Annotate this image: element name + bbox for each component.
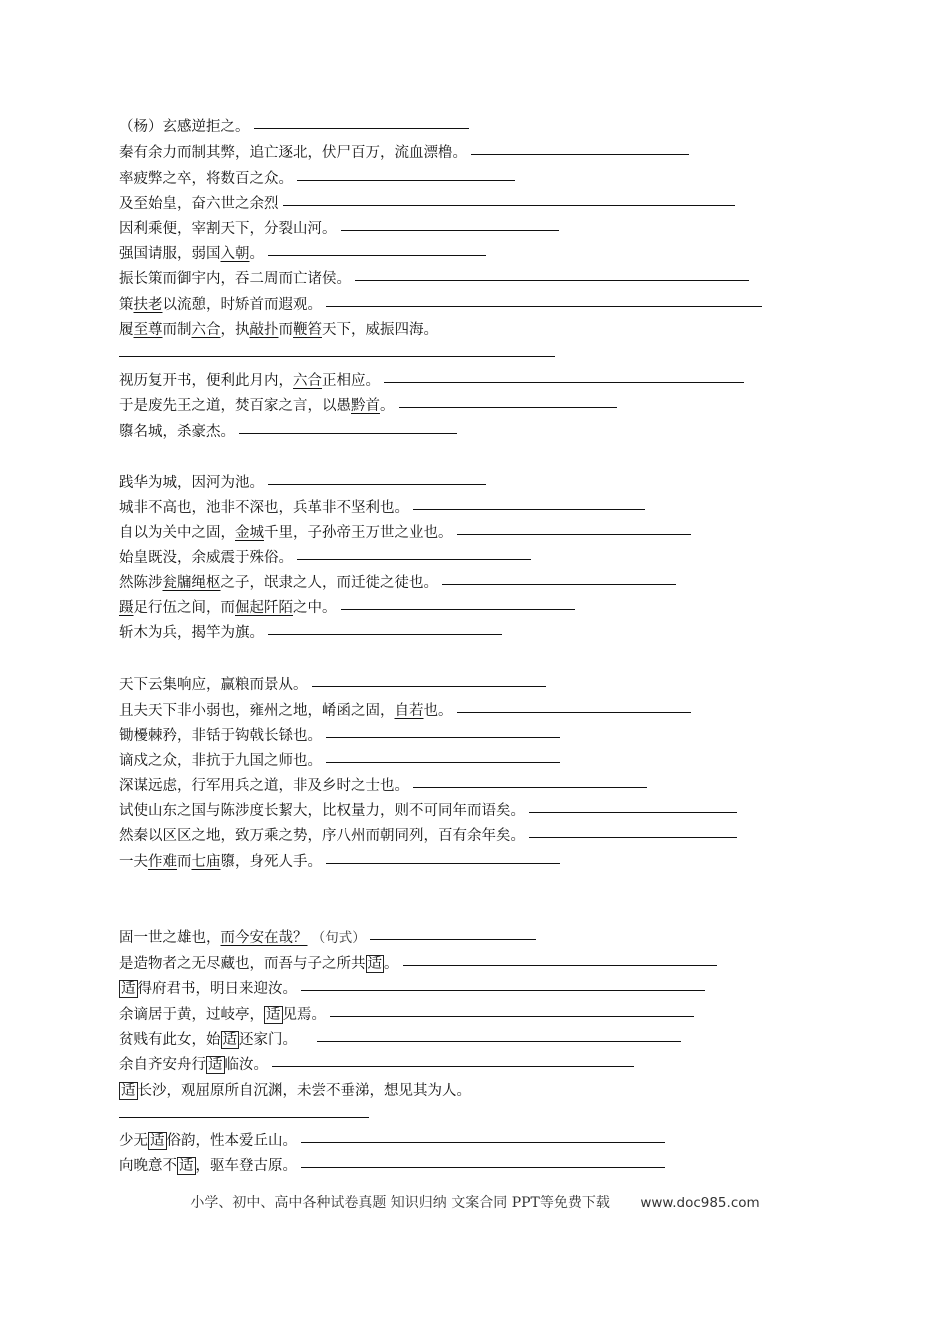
sentence-text: 固一世之雄也， bbox=[119, 930, 221, 946]
exercise-line bbox=[119, 752, 930, 770]
answer-blank[interactable] bbox=[268, 254, 486, 256]
answer-blank[interactable] bbox=[326, 305, 762, 307]
underlined-term: 六合 bbox=[293, 373, 322, 389]
answer-blank[interactable] bbox=[326, 862, 560, 864]
exercise-line bbox=[119, 397, 930, 415]
sentence-text: 还家门。 bbox=[239, 1032, 297, 1048]
exercise-line bbox=[119, 321, 930, 339]
answer-blank[interactable] bbox=[471, 153, 689, 155]
sentence-text: 履 bbox=[119, 322, 134, 338]
exercise-line bbox=[119, 1031, 930, 1049]
sentence-text: 正相应。 bbox=[322, 373, 380, 389]
exercise-line bbox=[119, 220, 930, 238]
sentence-text: 振长策而御宇内，吞二周而亡诸侯。 bbox=[119, 271, 351, 287]
sentence-text: 是造物者之无尽藏也，而吾与子之所共 bbox=[119, 956, 366, 972]
underlined-term: 阡陌 bbox=[264, 600, 293, 616]
sentence-text: 然陈涉 bbox=[119, 575, 163, 591]
answer-blank[interactable] bbox=[119, 355, 555, 357]
answer-blank[interactable] bbox=[384, 381, 744, 383]
exercise-line bbox=[119, 195, 930, 213]
sentence-text: 天下云集响应，赢粮而景从。 bbox=[119, 677, 308, 693]
answer-blank[interactable] bbox=[355, 279, 749, 281]
sentence-text: 贫贱有此女，始 bbox=[119, 1032, 221, 1048]
underlined-term: 至尊 bbox=[133, 322, 163, 338]
underlined-term: 扶老 bbox=[133, 297, 163, 313]
sentence-text: 也。 bbox=[423, 703, 453, 719]
sentence-text: 以流憩，时矫首而遐观。 bbox=[162, 297, 322, 313]
sentence-text: 长沙，观屈原所自沉渊，未尝不垂涕，想见其为人。 bbox=[137, 1083, 471, 1099]
answer-blank[interactable] bbox=[268, 483, 486, 485]
sentence-text: 斩木为兵，揭竿为旗。 bbox=[119, 625, 264, 641]
sentence-text: 足行伍之间，而 bbox=[133, 600, 235, 616]
exercise-line bbox=[119, 624, 930, 642]
answer-blank[interactable] bbox=[312, 685, 546, 687]
answer-blank[interactable] bbox=[301, 1166, 665, 1168]
exercise-line bbox=[119, 524, 930, 542]
sentence-text: 秦有余力而制其弊，追亡逐北，伏尸百万，流血漂橹。 bbox=[119, 145, 467, 161]
sentence-text: 之子，氓隶之人，而迁徙之徒也。 bbox=[220, 575, 438, 591]
sentence-text: 谪戍之众，非抗于九国之师也。 bbox=[119, 753, 322, 769]
exercise-line bbox=[119, 549, 930, 567]
sentence-text: 因利乘便，宰割天下，分裂山河。 bbox=[119, 221, 337, 237]
footer-text: 小学、初中、高中各种试卷真题 知识归纳 文案合同 PPT等免费下载 bbox=[190, 1195, 610, 1211]
exercise-line bbox=[119, 144, 930, 162]
sentence-text: 。 bbox=[380, 398, 395, 414]
sentence-text: 俗韵，性本爱丘山。 bbox=[166, 1133, 297, 1149]
answer-blank[interactable] bbox=[442, 583, 676, 585]
answer-blank[interactable] bbox=[297, 558, 531, 560]
underlined-term: 作难 bbox=[148, 854, 177, 870]
sentence-text: 始皇既没，余威震于殊俗。 bbox=[119, 550, 293, 566]
exercise-line bbox=[119, 676, 930, 694]
answer-blank[interactable] bbox=[529, 811, 737, 813]
answer-blank[interactable] bbox=[529, 836, 737, 838]
underlined-term: 六合 bbox=[191, 322, 221, 338]
exercise-line bbox=[119, 1006, 930, 1024]
sentence-text: 临汝。 bbox=[224, 1057, 268, 1073]
answer-blank[interactable] bbox=[413, 786, 647, 788]
sentence-text: 策 bbox=[119, 297, 134, 313]
underlined-term: 黔首 bbox=[351, 398, 380, 414]
answer-blank[interactable] bbox=[283, 204, 735, 206]
exercise-line bbox=[119, 777, 930, 795]
sentence-text: 余谪居于黄，过岐亭， bbox=[119, 1007, 264, 1023]
answer-blank[interactable] bbox=[317, 1040, 681, 1042]
answer-blank[interactable] bbox=[239, 432, 457, 434]
exercise-line bbox=[119, 372, 930, 390]
boxed-keyword: 适 bbox=[208, 1057, 223, 1073]
boxed-keyword: 适 bbox=[121, 981, 136, 997]
answer-blank[interactable] bbox=[413, 508, 645, 510]
answer-blank[interactable] bbox=[370, 938, 536, 940]
exercise-line bbox=[119, 1082, 930, 1100]
sentence-text: 向晚意不 bbox=[119, 1158, 177, 1174]
answer-blank[interactable] bbox=[326, 761, 560, 763]
sentence-text: 得府君书，明日来迎汝。 bbox=[137, 981, 297, 997]
answer-blank[interactable] bbox=[403, 964, 717, 966]
underlined-term: 入朝 bbox=[220, 246, 250, 262]
sentence-text: ，执 bbox=[220, 322, 250, 338]
sentence-text: 隳名城，杀豪杰。 bbox=[119, 424, 235, 440]
answer-blank[interactable] bbox=[301, 989, 705, 991]
sentence-text: 隳，身死人手。 bbox=[220, 854, 322, 870]
answer-blank[interactable] bbox=[272, 1065, 634, 1067]
boxed-keyword: 适 bbox=[266, 1007, 281, 1023]
sentence-text: 视历复开书，便利此月内， bbox=[119, 373, 293, 389]
sentence-text: 而 bbox=[177, 854, 192, 870]
exercise-line bbox=[119, 727, 930, 745]
exercise-line bbox=[119, 802, 930, 820]
exercise-line bbox=[119, 170, 930, 188]
answer-blank[interactable] bbox=[457, 711, 691, 713]
exercise-line bbox=[119, 827, 930, 845]
sentence-text: 试使山东之国与陈涉度长絜大，比权量力，则不可同年而语矣。 bbox=[119, 803, 525, 819]
answer-blank[interactable] bbox=[399, 406, 617, 408]
boxed-keyword: 适 bbox=[121, 1083, 136, 1099]
sentence-text: 城非不高也，池非不深也，兵革非不坚利也。 bbox=[119, 500, 409, 516]
underlined-term: 金城 bbox=[235, 525, 264, 541]
exercise-line bbox=[119, 980, 930, 998]
exercise-line bbox=[119, 853, 930, 871]
sentence-text: 而制 bbox=[162, 322, 192, 338]
answer-blank[interactable] bbox=[326, 736, 560, 738]
exercise-line bbox=[119, 1056, 930, 1074]
boxed-keyword: 适 bbox=[150, 1133, 165, 1149]
answer-blank[interactable] bbox=[301, 1141, 665, 1143]
sentence-text: 深谋远虑，行军用兵之道，非及乡时之士也。 bbox=[119, 778, 409, 794]
sentence-text: 及至始皇，奋六世之余烈 bbox=[119, 196, 279, 212]
exercise-line bbox=[119, 599, 930, 617]
sentence-text: 率疲弊之卒，将数百之众。 bbox=[119, 171, 293, 187]
sentence-text: ，驱车登古原。 bbox=[195, 1158, 297, 1174]
answer-blank[interactable] bbox=[457, 533, 691, 535]
underlined-term: 鞭笞 bbox=[293, 322, 322, 338]
sentence-text: 千里，子孙帝王万世之业也。 bbox=[264, 525, 453, 541]
exercise-line bbox=[119, 346, 930, 364]
answer-blank[interactable] bbox=[341, 229, 559, 231]
exercise-line bbox=[119, 929, 930, 947]
sentence-text: （句式） bbox=[307, 930, 366, 946]
sentence-text: 于是废先王之道，焚百家之言，以愚 bbox=[119, 398, 351, 414]
underlined-term: 敲扑 bbox=[249, 322, 279, 338]
underlined-term: 瓮牖绳枢 bbox=[162, 575, 221, 591]
footer bbox=[0, 1192, 950, 1212]
underlined-term: 而今安在哉？ bbox=[220, 930, 308, 946]
exercise-line bbox=[119, 1157, 930, 1175]
exercise-line bbox=[119, 1132, 930, 1150]
answer-blank[interactable] bbox=[341, 608, 575, 610]
sentence-text: 强国请服，弱国 bbox=[119, 246, 221, 262]
answer-blank[interactable] bbox=[119, 1116, 369, 1118]
underlined-term: 蹑 bbox=[119, 600, 134, 616]
answer-blank[interactable] bbox=[297, 179, 515, 181]
sentence-text: 践华为城，因河为池。 bbox=[119, 475, 264, 491]
sentence-text: 而 bbox=[278, 322, 293, 338]
exercise-line bbox=[119, 118, 930, 136]
sentence-text: 且夫天下非小弱也，雍州之地，崤函之固， bbox=[119, 703, 395, 719]
underlined-term: 七庙 bbox=[191, 854, 221, 870]
sentence-text: 天下，威振四海。 bbox=[322, 322, 438, 338]
boxed-keyword: 适 bbox=[179, 1158, 194, 1174]
sentence-text: 。 bbox=[384, 956, 399, 972]
boxed-keyword: 适 bbox=[367, 956, 382, 972]
exercise-line bbox=[119, 574, 930, 592]
sentence-text: 。 bbox=[249, 246, 264, 262]
exercise-line bbox=[119, 423, 930, 441]
exercise-line bbox=[119, 270, 930, 288]
sentence-text: （杨）玄感逆拒之。 bbox=[119, 119, 250, 135]
answer-blank[interactable] bbox=[268, 633, 502, 635]
sentence-text: 见焉。 bbox=[282, 1007, 326, 1023]
sentence-text: 然秦以区区之地，致万乘之势，序八州而朝同列，百有余年矣。 bbox=[119, 828, 525, 844]
exercise-line bbox=[119, 1107, 930, 1125]
exercise-line bbox=[119, 474, 930, 492]
underlined-term: 自若 bbox=[394, 703, 424, 719]
exercise-line bbox=[119, 296, 930, 314]
exercise-line bbox=[119, 245, 930, 263]
exercise-line bbox=[119, 499, 930, 517]
exercise-line bbox=[119, 702, 930, 720]
exercise-line bbox=[119, 955, 930, 973]
answer-blank[interactable] bbox=[330, 1015, 694, 1017]
answer-blank[interactable] bbox=[254, 127, 469, 129]
sentence-text: 锄櫌棘矜，非铦于钩戟长铩也。 bbox=[119, 728, 322, 744]
sentence-text: 自以为关中之固， bbox=[119, 525, 235, 541]
footer-url[interactable]: www.doc985.com bbox=[640, 1195, 760, 1211]
sentence-text: 余自齐安舟行 bbox=[119, 1057, 206, 1073]
sentence-text: 之中。 bbox=[293, 600, 337, 616]
sentence-text: 一夫 bbox=[119, 854, 148, 870]
underlined-term: 倔起 bbox=[235, 600, 264, 616]
sentence-text: 少无 bbox=[119, 1133, 148, 1149]
boxed-keyword: 适 bbox=[222, 1032, 237, 1048]
